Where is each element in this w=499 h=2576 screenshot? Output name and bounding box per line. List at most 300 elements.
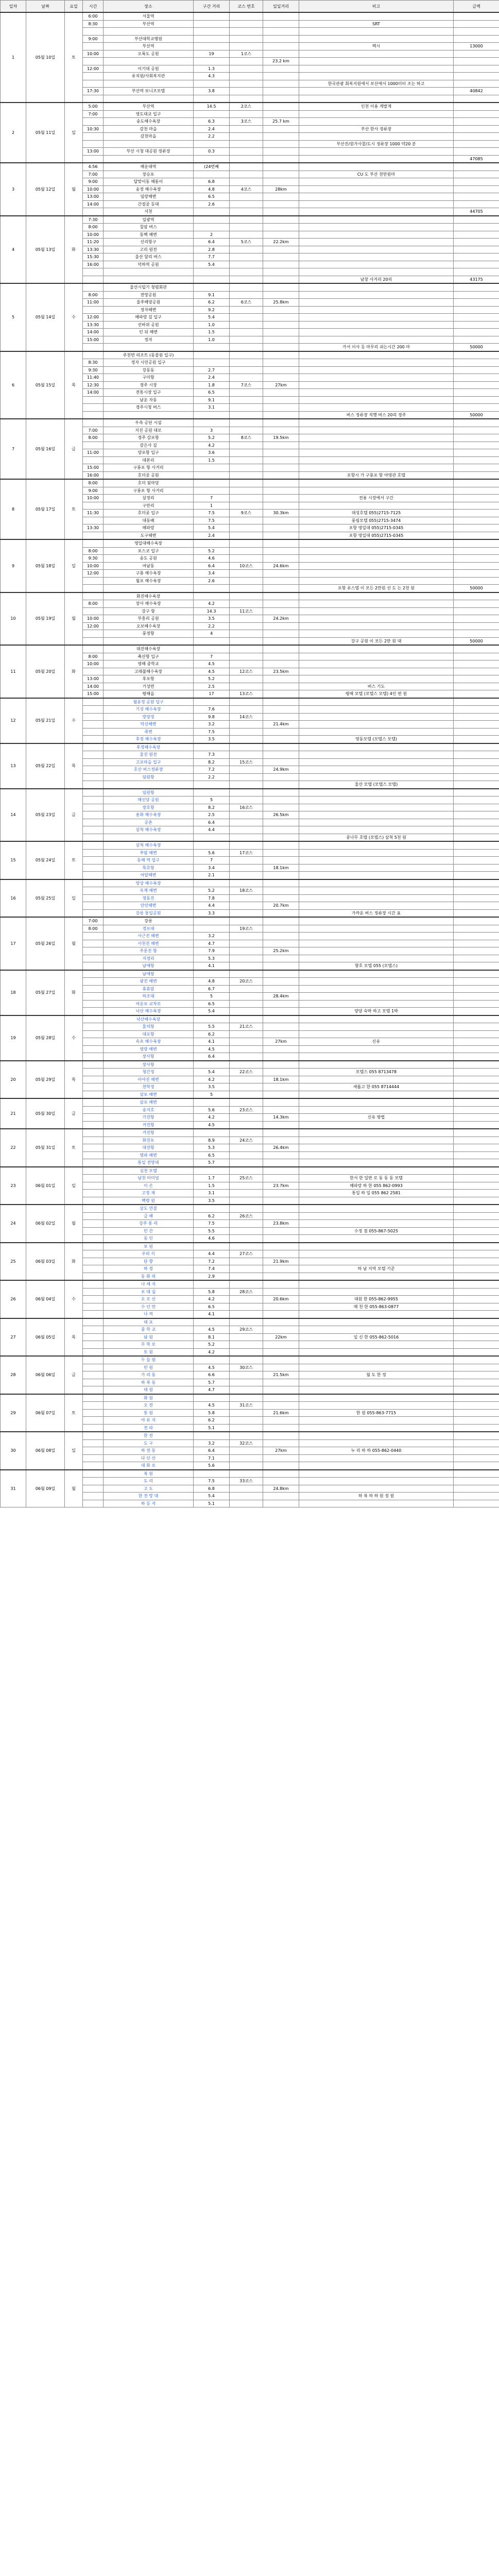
weekday-cell: 목	[65, 743, 83, 789]
place-cell: 안인해변	[104, 902, 194, 910]
cost-cell	[454, 1227, 499, 1235]
course-cell	[230, 1394, 263, 1402]
note-cell	[299, 246, 454, 253]
time-cell: 15:30	[83, 253, 104, 261]
note-cell	[299, 268, 454, 276]
day-number-cell: 23	[1, 1167, 26, 1205]
note-cell	[299, 95, 454, 103]
cost-cell	[454, 894, 499, 902]
time-cell: 16:00	[83, 471, 104, 479]
place-cell: 해운대역	[104, 163, 194, 171]
course-cell	[230, 1311, 263, 1318]
cost-cell	[454, 1000, 499, 1008]
course-cell	[230, 1197, 263, 1205]
distance-cell	[194, 28, 230, 36]
place-cell: 구만리	[104, 502, 194, 510]
course-cell: 5코스	[230, 239, 263, 246]
place-cell: 휴휴암	[104, 985, 194, 993]
note-cell	[299, 359, 454, 367]
place-cell: 물치항	[104, 1023, 194, 1031]
cost-cell	[454, 1151, 499, 1159]
place-cell: 대 원	[104, 1386, 194, 1394]
note-cell	[299, 1197, 454, 1205]
distance-cell: 6.5	[194, 1000, 230, 1008]
place-cell: 죽변	[104, 728, 194, 736]
note-cell: 향호 모텔 055 (모텔스)	[299, 962, 454, 970]
note-cell	[299, 261, 454, 268]
course-cell	[230, 721, 263, 728]
place-cell: 대 포	[104, 1318, 194, 1326]
time-cell: 10:30	[83, 125, 104, 133]
weekday-cell: 토	[65, 479, 83, 539]
distance-cell	[194, 781, 230, 789]
daily-distance-cell	[263, 276, 299, 283]
course-cell	[230, 502, 263, 510]
place-cell: 아야진 해변	[104, 1076, 194, 1083]
place-cell: 망양정	[104, 713, 194, 721]
time-cell	[83, 955, 104, 962]
table-row	[1, 645, 499, 653]
note-cell	[299, 713, 454, 721]
note-cell	[299, 1212, 454, 1220]
place-cell: 호미 뒷마당	[104, 479, 194, 487]
distance-cell: 5.8	[194, 1409, 230, 1417]
place-cell: 칠암 버스	[104, 224, 194, 231]
daily-distance-cell	[263, 216, 299, 224]
course-cell	[230, 600, 263, 608]
note-cell: CU 도 부산 천만원마	[299, 171, 454, 178]
distance-cell: 1.8	[194, 381, 230, 389]
place-cell: 대 화 로	[104, 1462, 194, 1470]
cost-cell	[454, 955, 499, 962]
cost-cell	[454, 1205, 499, 1212]
daily-distance-cell	[263, 329, 299, 336]
time-cell	[83, 208, 104, 216]
place-cell: 전망공원	[104, 291, 194, 299]
course-cell	[230, 1000, 263, 1008]
note-cell: 울산 모텔 (모텔스 모텔)	[299, 781, 454, 789]
cost-cell	[454, 570, 499, 578]
note-cell	[299, 615, 454, 623]
note-cell	[299, 502, 454, 510]
course-cell	[230, 1303, 263, 1311]
day-number-cell: 29	[1, 1394, 26, 1432]
daily-distance-cell	[263, 1190, 299, 1197]
course-cell	[230, 879, 263, 887]
place-cell: 도구해변	[104, 532, 194, 539]
course-cell	[230, 411, 263, 419]
time-cell	[83, 1114, 104, 1122]
course-cell	[230, 962, 263, 970]
daily-distance-cell	[263, 607, 299, 615]
time-cell	[83, 58, 104, 65]
note-cell	[299, 789, 454, 796]
day-number-cell: 22	[1, 1129, 26, 1167]
time-cell: 7:30	[83, 216, 104, 224]
daily-distance-cell	[263, 1243, 299, 1250]
course-cell	[230, 532, 263, 539]
cost-cell: 50000	[454, 411, 499, 419]
course-cell	[230, 1280, 263, 1288]
time-cell	[83, 28, 104, 36]
distance-cell	[194, 645, 230, 653]
distance-cell: 1.3	[194, 65, 230, 73]
course-cell	[230, 993, 263, 1001]
distance-cell: 7	[194, 495, 230, 502]
cost-cell	[454, 675, 499, 683]
cost-cell	[454, 95, 499, 103]
date-cell: 05월 13일	[26, 216, 65, 284]
daily-distance-cell	[263, 1023, 299, 1031]
note-cell	[299, 796, 454, 804]
note-cell: 한국관광 회복지원에서 보산에서 1000미터 조는 하고	[299, 80, 454, 88]
time-cell: 8:30	[83, 359, 104, 367]
course-cell	[230, 1447, 263, 1455]
place-cell: 주천면 리조트 (동물원 입구)	[104, 351, 194, 359]
time-cell	[83, 1045, 104, 1053]
time-cell	[83, 1144, 104, 1152]
distance-cell	[194, 471, 230, 479]
weekday-cell: 목	[65, 351, 83, 419]
course-cell	[230, 1341, 263, 1349]
cost-cell	[454, 1500, 499, 1507]
cost-cell	[454, 133, 499, 141]
time-cell	[83, 577, 104, 585]
distance-cell: 8.1	[194, 1333, 230, 1341]
note-cell	[299, 555, 454, 563]
cost-cell	[454, 28, 499, 36]
weekday-cell: 수	[65, 698, 83, 743]
daily-distance-cell	[263, 314, 299, 321]
distance-cell: 5.4	[194, 524, 230, 532]
place-cell: 임원항	[104, 789, 194, 796]
cost-cell	[454, 1417, 499, 1425]
place-cell: 포스코 입구	[104, 547, 194, 555]
distance-cell: 4.5	[194, 1045, 230, 1053]
distance-cell: 3.1	[194, 1190, 230, 1197]
day-number-cell: 10	[1, 592, 26, 646]
cost-cell	[454, 1273, 499, 1280]
note-cell	[299, 1470, 454, 1478]
daily-distance-cell	[263, 690, 299, 698]
distance-cell	[194, 351, 230, 359]
cost-cell	[454, 781, 499, 789]
time-cell: 11:30	[83, 510, 104, 517]
time-cell	[83, 933, 104, 940]
course-cell	[230, 276, 263, 283]
note-cell	[299, 1394, 454, 1402]
daily-distance-cell	[263, 826, 299, 834]
date-cell: 06월 09일	[26, 1470, 65, 1507]
place-cell: 가 리 동	[104, 1371, 194, 1379]
distance-cell: 5.5	[194, 1227, 230, 1235]
daily-distance-cell	[263, 1424, 299, 1432]
note-cell	[299, 773, 454, 781]
cost-cell	[454, 592, 499, 600]
time-cell: 13:00	[83, 148, 104, 156]
note-cell: 대성호텔 055)2715-7125	[299, 510, 454, 517]
cost-cell	[454, 909, 499, 917]
cost-cell	[454, 73, 499, 80]
note-cell	[299, 366, 454, 374]
course-cell	[230, 781, 263, 789]
distance-cell: 3.5	[194, 736, 230, 743]
distance-cell	[194, 268, 230, 276]
time-cell: 16:00	[83, 261, 104, 268]
daily-distance-cell	[263, 1015, 299, 1023]
place-cell: 고 도	[104, 1485, 194, 1493]
daily-distance-cell	[263, 200, 299, 208]
place-cell: 경포대	[104, 925, 194, 933]
daily-distance-cell	[263, 1129, 299, 1137]
cost-cell	[454, 1258, 499, 1265]
daily-distance-cell	[263, 743, 299, 751]
distance-cell: 3.2	[194, 1439, 230, 1447]
daily-distance-cell: 23.8km	[263, 1220, 299, 1228]
cost-cell	[454, 736, 499, 743]
place-cell: 묵호항	[104, 864, 194, 872]
time-cell: 14:00	[83, 683, 104, 690]
time-cell: 11:40	[83, 374, 104, 382]
table-row	[1, 698, 499, 706]
course-cell	[230, 351, 263, 359]
place-cell: 화진해수욕장	[104, 592, 194, 600]
distance-cell	[194, 344, 230, 351]
time-cell: 13:00	[83, 193, 104, 201]
cost-cell	[454, 185, 499, 193]
course-cell	[230, 955, 263, 962]
place-cell: 구룡 해수욕장	[104, 570, 194, 578]
place-cell: 주문진 항	[104, 947, 194, 955]
note-cell	[299, 1106, 454, 1114]
time-cell	[83, 1371, 104, 1379]
note-cell	[299, 1091, 454, 1098]
course-cell	[230, 495, 263, 502]
course-cell	[230, 80, 263, 88]
cost-cell	[454, 933, 499, 940]
daily-distance-cell	[263, 1175, 299, 1182]
place-cell: 전통시장 입구	[104, 389, 194, 397]
daily-distance-cell	[263, 645, 299, 653]
place-cell: 축산항 입구	[104, 653, 194, 660]
place-cell: 지진 공원 대로	[104, 427, 194, 434]
place-cell: 남 원	[104, 1333, 194, 1341]
daily-distance-cell	[263, 1205, 299, 1212]
day-number-cell: 2	[1, 103, 26, 163]
cost-cell	[454, 1478, 499, 1485]
note-cell	[299, 1061, 454, 1069]
distance-cell: 2.8	[194, 246, 230, 253]
distance-cell: 2.9	[194, 1273, 230, 1280]
course-cell: 2코스	[230, 103, 263, 110]
cost-cell	[454, 1015, 499, 1023]
distance-cell	[194, 276, 230, 283]
daily-distance-cell	[263, 1227, 299, 1235]
distance-cell: 8.9	[194, 1137, 230, 1144]
cost-cell	[454, 728, 499, 736]
place-cell: 울산 달리 버스	[104, 253, 194, 261]
daily-distance-cell: 28km	[263, 185, 299, 193]
note-cell	[299, 185, 454, 193]
daily-distance-cell: 22.2km	[263, 239, 299, 246]
time-cell	[83, 993, 104, 1001]
daily-distance-cell: 25.8km	[263, 299, 299, 307]
distance-cell: 4.2	[194, 600, 230, 608]
daily-distance-cell	[263, 411, 299, 419]
day-number-cell: 26	[1, 1280, 26, 1318]
place-cell: 수 인 만	[104, 1303, 194, 1311]
cost-cell	[454, 1038, 499, 1046]
course-cell	[230, 1205, 263, 1212]
cost-cell	[454, 1190, 499, 1197]
note-cell	[299, 1129, 454, 1137]
table-row	[1, 743, 499, 751]
time-cell: 6:00	[83, 12, 104, 20]
weekday-cell: 화	[65, 970, 83, 1015]
place-cell: 삼척 해수욕장	[104, 826, 194, 834]
date-cell: 05월 19일	[26, 592, 65, 646]
day-number-cell: 17	[1, 917, 26, 970]
course-cell	[230, 1379, 263, 1386]
course-cell	[230, 660, 263, 668]
daily-distance-cell	[263, 427, 299, 434]
note-cell	[299, 163, 454, 171]
cost-cell	[454, 12, 499, 20]
distance-cell	[194, 155, 230, 163]
course-cell	[230, 622, 263, 630]
daily-distance-cell	[263, 283, 299, 291]
time-cell	[83, 766, 104, 774]
note-cell	[299, 1137, 454, 1144]
note-cell	[299, 291, 454, 299]
place-cell: 기성 해수욕장	[104, 706, 194, 714]
cost-cell	[454, 713, 499, 721]
cost-cell	[454, 660, 499, 668]
place-cell: 영일대해수욕장	[104, 539, 194, 547]
distance-cell: 7.2	[194, 766, 230, 774]
time-cell: 12:30	[83, 381, 104, 389]
note-cell	[299, 178, 454, 186]
time-cell	[83, 849, 104, 857]
date-cell: 05월 31일	[26, 1129, 65, 1167]
course-cell	[230, 1076, 263, 1083]
distance-cell: 1.5	[194, 1182, 230, 1190]
course-cell	[230, 1258, 263, 1265]
place-cell: 보 원	[104, 1243, 194, 1250]
daily-distance-cell	[263, 1470, 299, 1478]
place-cell: 인 뒤 해변	[104, 329, 194, 336]
time-cell: 8:00	[83, 434, 104, 442]
place-cell: 신리항구	[104, 239, 194, 246]
note-cell	[299, 1485, 454, 1493]
daily-distance-cell: 30.3km	[263, 510, 299, 517]
course-cell	[230, 1167, 263, 1175]
course-cell	[230, 555, 263, 563]
cost-cell	[454, 20, 499, 28]
day-number-cell: 7	[1, 419, 26, 479]
distance-cell: 6.2	[194, 1212, 230, 1220]
daily-distance-cell	[263, 495, 299, 502]
note-cell: 영동모텔 (모텔스 모텔)	[299, 736, 454, 743]
cost-cell	[454, 1462, 499, 1470]
place-cell: 한 전 망 대	[104, 1493, 194, 1500]
time-cell	[83, 736, 104, 743]
course-cell	[230, 374, 263, 382]
weekday-cell: 월	[65, 163, 83, 216]
note-cell	[299, 1144, 454, 1152]
daily-distance-cell	[263, 88, 299, 95]
distance-cell: 4.4	[194, 902, 230, 910]
cost-cell	[454, 1091, 499, 1098]
cost-cell	[454, 1235, 499, 1243]
note-cell	[299, 1462, 454, 1470]
note-cell	[299, 374, 454, 382]
distance-cell: 1.5	[194, 456, 230, 464]
date-cell: 05월 27일	[26, 970, 65, 1015]
daily-distance-cell	[263, 95, 299, 103]
course-cell	[230, 133, 263, 141]
place-cell: 민 원	[104, 1364, 194, 1371]
daily-distance-cell: 24.6km	[263, 562, 299, 570]
daily-distance-cell	[263, 917, 299, 925]
time-cell	[83, 1386, 104, 1394]
course-cell	[230, 193, 263, 201]
note-cell: 한서 한 일반 로 동 동 동 모텔	[299, 1175, 454, 1182]
distance-cell	[194, 1061, 230, 1069]
course-cell	[230, 231, 263, 239]
course-cell	[230, 1159, 263, 1167]
cost-cell	[454, 351, 499, 359]
time-cell	[83, 1235, 104, 1243]
day-number-cell: 3	[1, 163, 26, 216]
header-note: 비고	[299, 1, 454, 13]
distance-cell: 6.7	[194, 985, 230, 993]
cost-cell	[454, 510, 499, 517]
course-cell	[230, 306, 263, 314]
time-cell	[83, 1462, 104, 1470]
note-cell	[299, 464, 454, 472]
daily-distance-cell	[263, 683, 299, 690]
place-cell: 사천진 해변	[104, 940, 194, 947]
distance-cell: 5.4	[194, 1008, 230, 1015]
place-cell: 옥계 해변	[104, 887, 194, 895]
distance-cell	[194, 585, 230, 592]
place-cell: 구미항	[104, 374, 194, 382]
place-cell	[104, 585, 194, 592]
place-cell: 영도대교 입구	[104, 110, 194, 118]
daily-distance-cell	[263, 20, 299, 28]
course-cell: 18코스	[230, 887, 263, 895]
note-cell	[299, 978, 454, 986]
daily-distance-cell: 20.6km	[263, 1296, 299, 1303]
daily-distance-cell	[263, 140, 299, 148]
course-cell: 23코스	[230, 1106, 263, 1114]
place-cell: 부흥리 공원	[104, 615, 194, 623]
cost-cell	[454, 1061, 499, 1069]
time-cell	[83, 1091, 104, 1098]
place-cell: 선바위 공원	[104, 321, 194, 329]
cost-cell	[454, 1250, 499, 1258]
note-cell	[299, 1364, 454, 1371]
distance-cell	[194, 637, 230, 645]
distance-cell: 4.4	[194, 826, 230, 834]
daily-distance-cell: 23.2 km	[263, 58, 299, 65]
distance-cell: 7.1	[194, 1454, 230, 1462]
time-cell	[83, 706, 104, 714]
distance-cell: 4.1	[194, 962, 230, 970]
daily-distance-cell	[263, 246, 299, 253]
place-cell: 추암 해변	[104, 849, 194, 857]
